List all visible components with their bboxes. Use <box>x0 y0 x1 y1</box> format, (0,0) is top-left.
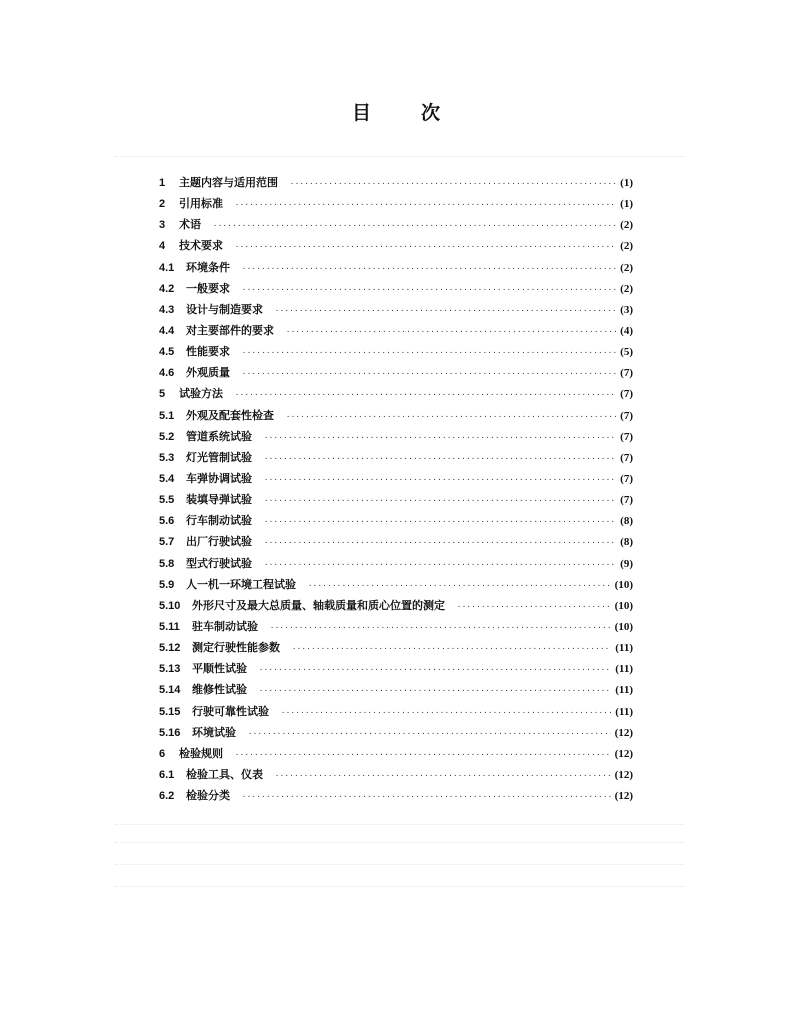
toc-entry-label: 型式行驶试验 <box>186 556 252 570</box>
toc-entry[interactable] <box>159 785 633 806</box>
toc-entry[interactable] <box>159 383 633 404</box>
toc-entry[interactable] <box>159 426 633 447</box>
toc-entry-label: 性能要求 <box>186 345 230 359</box>
toc-entry-label: 对主要部件的要求 <box>186 323 274 337</box>
toc-entry-page: (7) <box>620 472 633 485</box>
toc-entry-number: 4.1 <box>159 261 175 274</box>
toc-entry-page: (12) <box>614 768 633 781</box>
toc-entry-page: (10) <box>614 620 633 633</box>
toc-leader-dots <box>259 660 611 681</box>
toc-entry-number: 5.16 <box>159 726 181 739</box>
toc-entry[interactable] <box>159 320 633 341</box>
toc-entry-page: (7) <box>620 430 633 443</box>
toc-entry-page: (10) <box>614 578 633 591</box>
toc-leader-dots <box>270 618 611 639</box>
toc-entry[interactable] <box>159 553 633 574</box>
toc-leader-dots <box>275 301 616 322</box>
toc-leader-dots <box>235 195 616 216</box>
toc-entry-page: (3) <box>620 303 633 316</box>
toc-entry-label: 检验工具、仪表 <box>186 767 263 781</box>
toc-entry[interactable] <box>159 468 633 489</box>
table-of-contents <box>159 172 633 806</box>
toc-entry-label: 外观质量 <box>186 366 230 380</box>
toc-leader-dots <box>286 407 616 428</box>
toc-entry-page: (4) <box>620 324 633 337</box>
toc-entry[interactable] <box>159 679 633 700</box>
toc-entry-number: 5.14 <box>159 684 181 697</box>
toc-title <box>0 98 792 125</box>
toc-leader-dots <box>242 280 616 301</box>
toc-entry[interactable] <box>159 299 633 320</box>
toc-entry-number: 5.15 <box>159 705 181 718</box>
toc-entry-page: (1) <box>620 177 633 189</box>
toc-entry[interactable] <box>159 405 633 426</box>
toc-entry-page: (11) <box>615 684 633 697</box>
toc-leader-dots <box>259 681 611 702</box>
toc-entry-page: (2) <box>620 261 633 274</box>
toc-entry[interactable] <box>159 722 633 743</box>
toc-entry-label: 检验分类 <box>186 789 230 803</box>
toc-entry[interactable] <box>159 362 633 383</box>
toc-entry[interactable] <box>159 574 633 595</box>
toc-entry-number: 5.3 <box>159 451 175 464</box>
toc-leader-dots <box>264 533 616 554</box>
toc-entry-page: (10) <box>614 599 633 612</box>
toc-entry-label: 行驶可靠性试验 <box>192 704 269 718</box>
toc-leader-dots <box>242 787 611 808</box>
toc-entry-number: 5.6 <box>159 515 175 528</box>
toc-entry[interactable] <box>159 637 633 658</box>
toc-entry-page: (1) <box>620 198 633 211</box>
toc-entry-page: (11) <box>615 663 633 676</box>
toc-entry-label: 出厂行驶试验 <box>186 535 252 549</box>
toc-entry-label: 灯光管制试验 <box>186 450 252 464</box>
toc-entry-label: 主题内容与适用范围 <box>179 176 278 189</box>
toc-leader-dots <box>264 491 616 512</box>
toc-leader-dots <box>264 428 616 449</box>
toc-entry[interactable] <box>159 701 633 722</box>
toc-entry-label: 人一机一环境工程试验 <box>186 577 296 591</box>
toc-entry-page: (7) <box>620 409 633 422</box>
toc-entry-number: 6.2 <box>159 790 175 803</box>
toc-leader-dots <box>248 724 611 745</box>
toc-entry-number: 5.12 <box>159 642 181 655</box>
toc-leader-dots <box>264 470 616 491</box>
toc-entry-number: 6 <box>159 747 166 760</box>
toc-entry-number: 4.2 <box>159 282 175 295</box>
toc-leader-dots <box>242 364 616 385</box>
toc-entry-number: 6.1 <box>159 768 175 781</box>
scan-artifact-line <box>115 824 685 825</box>
toc-entry-number: 4.3 <box>159 303 175 316</box>
toc-leader-dots <box>235 237 616 258</box>
toc-leader-dots <box>290 174 616 195</box>
toc-entry-page: (5) <box>620 346 633 359</box>
toc-entry-number: 5.8 <box>159 557 175 570</box>
toc-entry-label: 设计与制造要求 <box>186 302 263 316</box>
toc-entry-label: 一般要求 <box>186 281 230 295</box>
toc-entry[interactable] <box>159 510 633 531</box>
scan-artifact-line <box>115 842 685 843</box>
toc-title-char-2: 次 <box>421 102 441 124</box>
toc-entry-label: 引用标准 <box>179 197 223 211</box>
toc-leader-dots <box>281 703 611 724</box>
toc-entry-number: 4.6 <box>159 367 175 380</box>
scan-artifact-line <box>115 864 685 865</box>
toc-leader-dots <box>264 449 616 470</box>
toc-entry-number: 4 <box>159 240 166 253</box>
toc-leader-dots <box>457 597 611 618</box>
toc-entry[interactable] <box>159 341 633 362</box>
toc-entry-label: 技术要求 <box>179 239 223 253</box>
toc-entry-page: (2) <box>620 240 633 253</box>
toc-entry-page: (7) <box>620 388 633 401</box>
toc-entry-number: 5.4 <box>159 472 175 485</box>
toc-entry[interactable] <box>159 172 633 193</box>
toc-entry[interactable] <box>159 278 633 299</box>
toc-entry[interactable] <box>159 257 633 278</box>
toc-entry[interactable] <box>159 489 633 510</box>
toc-entry-number: 5.9 <box>159 578 175 591</box>
toc-entry-label: 外形尺寸及最大总质量、轴载质量和质心位置的测定 <box>192 598 445 612</box>
toc-entry-label: 试验方法 <box>179 387 223 401</box>
toc-entry-label: 外观及配套性检查 <box>186 408 274 422</box>
toc-entry[interactable] <box>159 235 633 256</box>
toc-leader-dots <box>235 745 611 766</box>
scan-artifact-line <box>115 886 685 887</box>
toc-entry-page: (8) <box>620 515 633 528</box>
toc-entry[interactable] <box>159 764 633 785</box>
toc-leader-dots <box>292 639 611 660</box>
toc-entry[interactable] <box>159 658 633 679</box>
toc-leader-dots <box>264 555 616 576</box>
scan-artifact-line <box>115 156 685 157</box>
toc-entry-label: 检验规则 <box>179 746 223 760</box>
toc-leader-dots <box>264 512 616 533</box>
toc-entry-page: (12) <box>614 726 633 739</box>
toc-entry-label: 维修性试验 <box>192 683 247 697</box>
toc-entry-number: 5.11 <box>159 620 180 633</box>
toc-entry-label: 装填导弹试验 <box>186 493 252 507</box>
toc-entry-label: 环境试验 <box>192 725 236 739</box>
toc-entry-page: (7) <box>620 494 633 507</box>
toc-leader-dots <box>213 216 616 237</box>
toc-entry[interactable] <box>159 531 633 552</box>
toc-leader-dots <box>242 343 616 364</box>
toc-entry-label: 测定行驶性能参数 <box>192 641 280 655</box>
toc-leader-dots <box>308 576 611 597</box>
toc-entry-number: 4.4 <box>159 324 175 337</box>
toc-entry-number: 5 <box>159 388 166 401</box>
toc-entry-label: 车弹协调试验 <box>186 471 252 485</box>
toc-entry-page: (12) <box>614 747 633 760</box>
toc-entry-label: 术语 <box>179 218 201 232</box>
toc-entry-page: (11) <box>615 705 633 718</box>
toc-entry[interactable] <box>159 214 633 235</box>
toc-entry-number: 5.13 <box>159 663 181 676</box>
toc-entry-page: (2) <box>620 282 633 295</box>
toc-entry-label: 行车制动试验 <box>186 514 252 528</box>
toc-leader-dots <box>242 259 616 280</box>
toc-title-char-1: 目 <box>351 102 371 124</box>
toc-entry-number: 5.10 <box>159 599 181 612</box>
toc-entry-page: (7) <box>620 451 633 464</box>
toc-entry-number: 4.5 <box>159 346 175 359</box>
toc-entry-page: (9) <box>620 557 633 570</box>
toc-entry-label: 驻车制动试验 <box>192 619 258 633</box>
toc-entry-number: 3 <box>159 219 166 232</box>
toc-entry-page: (7) <box>620 367 633 380</box>
toc-entry-label: 环境条件 <box>186 260 230 274</box>
toc-entry-number: 5.2 <box>159 430 175 443</box>
toc-entry-page: (2) <box>620 219 633 232</box>
toc-entry-number: 1 <box>159 177 166 189</box>
toc-leader-dots <box>286 322 616 343</box>
toc-entry[interactable] <box>159 595 633 616</box>
toc-entry[interactable] <box>159 193 633 214</box>
toc-entry-page: (8) <box>620 536 633 549</box>
toc-entry-label: 平顺性试验 <box>192 662 247 676</box>
toc-leader-dots <box>275 766 611 787</box>
toc-entry-number: 5.7 <box>159 536 175 549</box>
toc-leader-dots <box>235 385 616 406</box>
toc-entry-page: (11) <box>615 642 633 655</box>
toc-entry-number: 5.1 <box>159 409 175 422</box>
toc-entry[interactable] <box>159 616 633 637</box>
toc-entry-page: (12) <box>614 790 633 803</box>
toc-entry-number: 2 <box>159 198 166 211</box>
toc-entry[interactable] <box>159 743 633 764</box>
toc-entry-number: 5.5 <box>159 494 175 507</box>
toc-entry-label: 管道系统试验 <box>186 429 252 443</box>
toc-entry[interactable] <box>159 447 633 468</box>
